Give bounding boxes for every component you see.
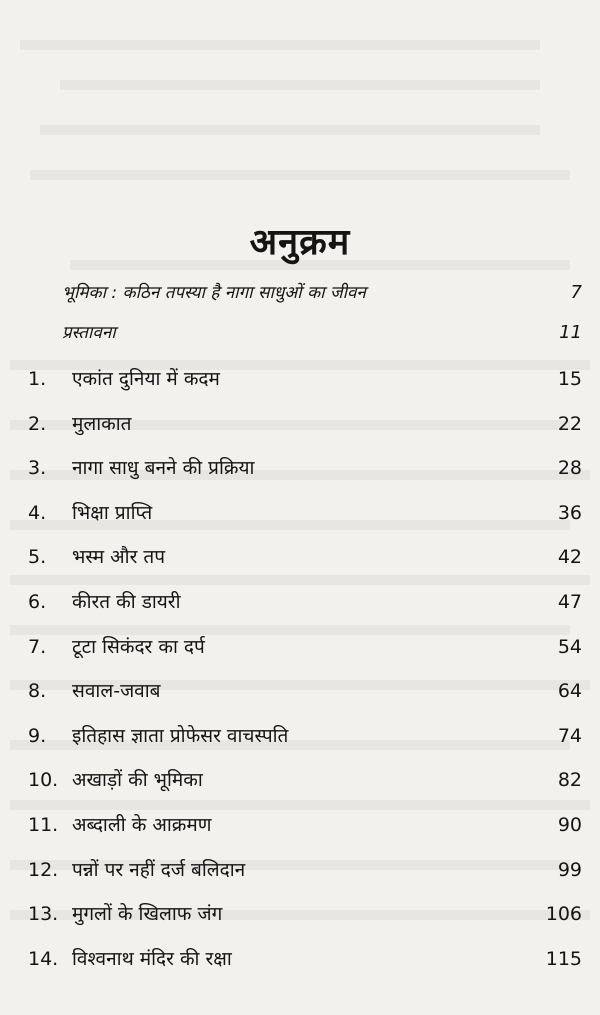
toc-chapter-number: 7. [28,635,47,658]
toc-chapter-number: 8. [28,680,47,703]
toc-chapter-number: 13. [28,903,59,926]
toc-entry-title: भूमिका : कठिन तपस्या है नागा साधुओं का जीवन [62,283,366,303]
toc-chapter-number: 11. [28,814,59,836]
toc-chapter-number: 1. [28,368,47,390]
toc-chapter-row [0,719,600,753]
toc-entry-title: प्रस्तावना [62,323,116,343]
toc-entry-title: कीरत की डायरी [72,591,181,613]
toc-page-number: 115 [545,947,582,970]
toc-entry-title: सवाल-जवाब [72,680,161,703]
toc-chapter-number: 4. [28,501,47,524]
toc-page-number: 64 [557,680,582,703]
toc-chapter-number: 3. [28,457,47,480]
toc-entry-title: मुलाकात [72,412,132,435]
toc-chapter-row [0,853,600,887]
toc-entry-title: एकांत दुनिया में कदम [72,368,220,390]
toc-chapter-row [0,540,600,574]
toc-entry-title: टूटा सिकंदर का दर्प [72,635,205,658]
toc-entry-title: अब्दाली के आक्रमण [72,814,212,836]
toc-chapter-row [0,362,600,396]
toc-entry-title: पन्नों पर नहीं दर्ज बलिदान [72,858,246,881]
toc-page-number: 11 [559,322,582,343]
toc-entry-title: नागा साधु बनने की प्रक्रिया [72,457,255,480]
toc-page-number: 74 [557,724,582,747]
toc-chapter-row [0,674,600,708]
toc-entry-title: भिक्षा प्राप्ति [72,501,153,524]
toc-front-matter-row [0,316,600,350]
toc-page-number: 82 [557,769,582,792]
toc-page-number: 99 [557,858,582,881]
toc-entry-title: विश्वनाथ मंदिर की रक्षा [72,947,232,970]
toc-chapter-number: 6. [28,591,47,613]
toc-page-number: 90 [557,814,582,836]
toc-chapter-row [0,407,600,441]
toc-entry-title: मुगलों के खिलाफ जंग [72,903,223,926]
toc-chapter-number: 14. [28,947,59,970]
toc-chapter-number: 12. [28,858,59,881]
toc-page-number: 54 [557,635,582,658]
toc-chapter-number: 9. [28,724,47,747]
toc-chapter-number: 10. [28,769,59,792]
toc-chapter-row [0,585,600,619]
toc-entry-title: अखाड़ों की भूमिका [72,769,203,792]
toc-page-number: 7 [570,282,582,303]
toc-chapter-row [0,630,600,664]
toc-page-number: 15 [557,368,582,390]
toc-page-number: 28 [557,457,582,480]
toc-front-matter-row [0,276,600,310]
toc-page-number: 22 [557,412,582,435]
toc-page-number: 42 [557,546,582,569]
toc-chapter-number: 2. [28,412,47,435]
toc-chapter-row [0,763,600,797]
toc-chapter-row [0,496,600,530]
toc-chapter-row [0,942,600,976]
toc-entry-title: इतिहास ज्ञाता प्रोफेसर वाचस्पति [72,724,289,747]
toc-page-number: 36 [557,501,582,524]
toc-entry-title: भस्म और तप [72,546,166,569]
toc-page-number: 47 [557,591,582,613]
toc-page-number: 106 [545,903,582,926]
toc-chapter-row [0,808,600,842]
toc-chapter-number: 5. [28,546,47,569]
page-title: अनुक्रम [249,222,351,264]
toc-chapter-row [0,451,600,485]
toc-chapter-row [0,897,600,931]
